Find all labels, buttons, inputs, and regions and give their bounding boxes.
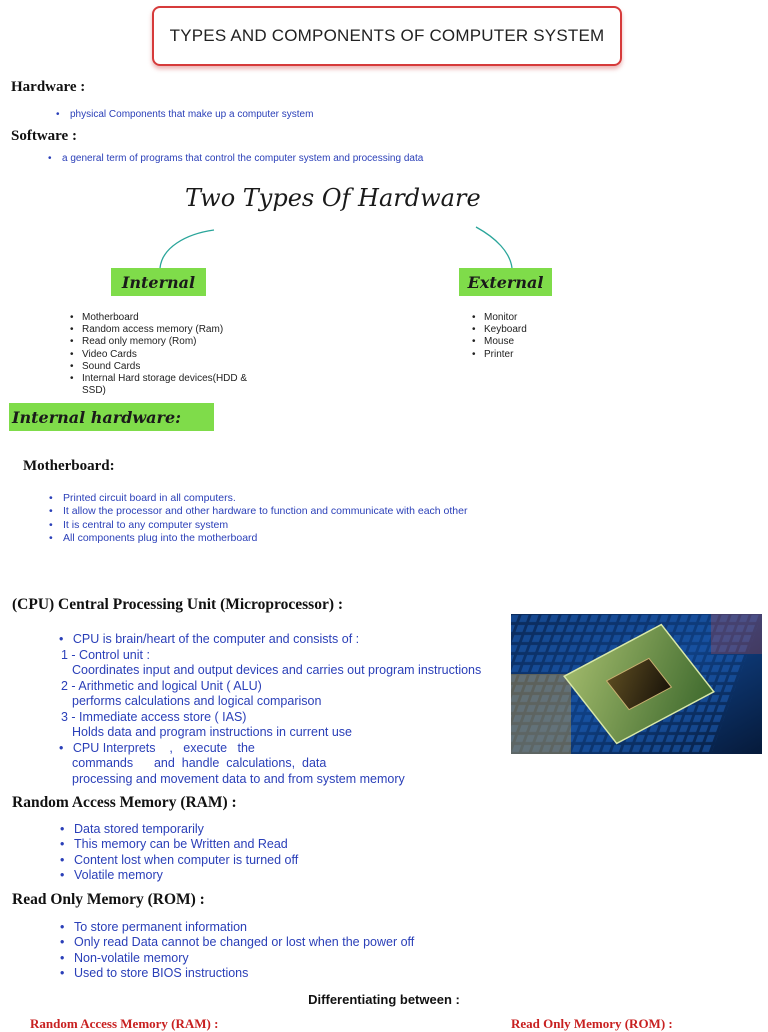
list-item: • physical Components that make up a computer system xyxy=(56,109,313,120)
list-item: • a general term of programs that control the computer system and processing data xyxy=(48,153,423,164)
list-item: • Non-volatile memory xyxy=(60,951,414,966)
list-item: • It allow the processor and other hardware to function and communicate with each other xyxy=(49,505,467,518)
diagram-title: Two Types Of Hardware xyxy=(185,184,481,212)
cpu-line: Holds data and program instructions in current use xyxy=(72,725,353,739)
list-item: • Data stored temporarily xyxy=(60,822,298,837)
rom-bullets xyxy=(60,920,414,981)
list-item: • Mouse xyxy=(472,336,527,348)
cpu-line: commands and handle calculations, data xyxy=(72,756,327,770)
diff-heading: Differentiating between : xyxy=(308,992,460,1007)
list-item: • Used to store BIOS instructions xyxy=(60,966,414,981)
ram-heading: Random Access Memory (RAM) : xyxy=(12,794,237,811)
internal-items xyxy=(70,312,280,385)
internal-label: Internal xyxy=(111,268,206,296)
cpu-chip-image xyxy=(511,614,762,754)
internal-item-continuation: SSD) xyxy=(82,385,106,396)
external-items xyxy=(472,312,527,361)
cpu-line: processing and movement data to and from system memory xyxy=(72,771,405,786)
motherboard-bullets xyxy=(49,492,467,545)
list-item: • Printed circuit board in all computers. xyxy=(49,492,467,505)
internal-hardware-label: Internal hardware: xyxy=(9,403,214,431)
list-item: • Internal Hard storage devices(HDD & xyxy=(70,373,280,385)
cpu-line: • CPU Interprets , execute the xyxy=(59,740,255,755)
cpu-line: • CPU is brain/heart of the computer and consists of : xyxy=(59,632,360,646)
list-item: • Only read Data cannot be changed or lost when the power off xyxy=(60,935,414,950)
hardware-heading: Hardware : xyxy=(11,79,86,95)
cpu-line: 2 - Arithmetic and logical Unit ( ALU) xyxy=(61,678,262,693)
list-item: • Printer xyxy=(472,349,527,361)
cpu-line: 1 - Control unit : xyxy=(61,647,150,662)
cpu-heading: (CPU) Central Processing Unit (Microprocessor) : xyxy=(12,596,344,613)
cpu-text xyxy=(57,632,507,787)
motherboard-heading: Motherboard: xyxy=(23,458,115,474)
list-item: • Random access memory (Ram) xyxy=(70,324,280,336)
list-item: • Volatile memory xyxy=(60,868,298,883)
list-item: • To store permanent information xyxy=(60,920,414,935)
list-item: • Content lost when computer is turned off xyxy=(60,853,298,868)
list-item: • Sound Cards xyxy=(70,361,280,373)
list-item: • Read only memory (Rom) xyxy=(70,336,280,348)
cpu-chip-illustration xyxy=(511,614,762,754)
cpu-line: Coordinates input and output devices and carries out program instructions xyxy=(72,663,482,677)
list-item: • Motherboard xyxy=(70,312,280,324)
rom-heading: Read Only Memory (ROM) : xyxy=(12,891,205,908)
external-label: External xyxy=(459,268,552,296)
list-item: • Video Cards xyxy=(70,349,280,361)
list-item: • All components plug into the motherboard xyxy=(49,532,467,545)
list-item: • Keyboard xyxy=(472,324,527,336)
connector-external xyxy=(476,227,512,268)
cpu-line: 3 - Immediate access store ( IAS) xyxy=(61,709,247,724)
software-heading: Software : xyxy=(11,128,77,144)
cpu-line: performs calculations and logical comparison xyxy=(72,694,322,708)
list-item: • This memory can be Written and Read xyxy=(60,837,298,852)
list-item: • Monitor xyxy=(472,312,527,324)
list-item: • It is central to any computer system xyxy=(49,519,467,532)
page-title: TYPES AND COMPONENTS OF COMPUTER SYSTEM xyxy=(169,26,605,45)
connector-internal xyxy=(160,230,214,268)
diff-right-heading: Read Only Memory (ROM) : xyxy=(511,1016,673,1031)
ram-bullets xyxy=(60,822,298,883)
diff-left-heading: Random Access Memory (RAM) : xyxy=(30,1016,219,1031)
diagram-connectors xyxy=(0,0,768,300)
